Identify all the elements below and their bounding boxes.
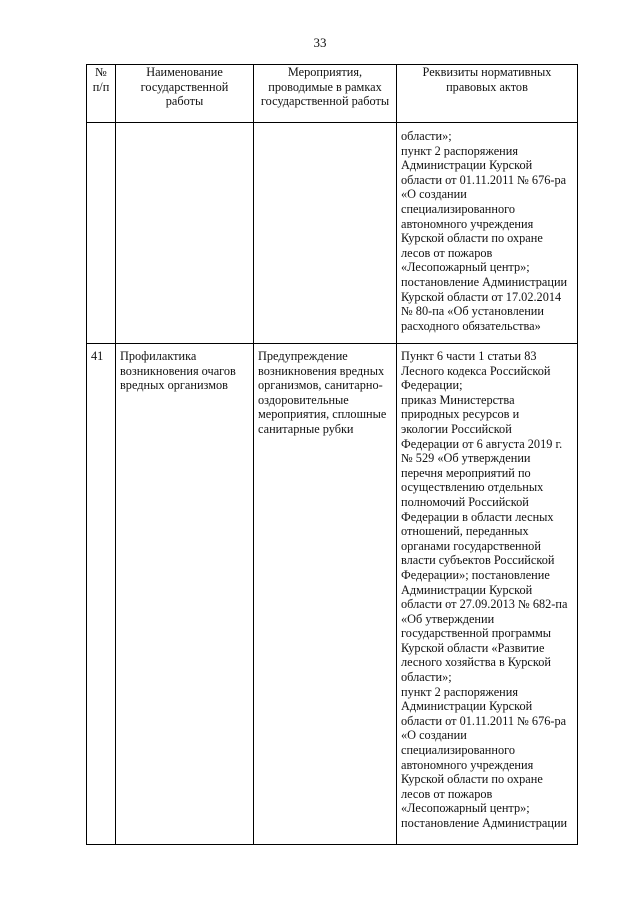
cell-legal-acts-text: Пункт 6 части 1 статьи 83 Лесного кодекса Российской Федерации; приказ Министерства природных ресурсов и экологии Российской Федерации от 6 августа 2019 г. № 529 «Об утверждении перечня мероприятий по осуществлению отдельных полномочий Российской Федерации в области лесных отношений, переданных органами государственной власти субъектов Российской Федерации»; постановление Администрации Курской области от 27.09.2013 № 682-па «Об утверждении государственной программы Курской области «Развитие лесного хозяйства в Курской области»; пункт 2 распоряжения Администрации Курской области от 01.11.2011 № 676-ра «О создании специализированного автономного учреждения Курской области по охране лесов от пожаров «Лесопожарный центр»; постановление Администрации	[401, 349, 568, 830]
header-measures-label: Мероприятия, проводимые в рамках государственной работы	[260, 65, 390, 109]
page-number: 33	[313, 35, 327, 50]
header-number-label: № п/п	[92, 65, 110, 94]
legal-acts-table	[86, 64, 578, 845]
header-work-name-label: Наименование государственной работы	[140, 65, 229, 109]
cell-number	[87, 344, 116, 845]
header-legal-acts-label: Реквизиты нормативных правовых актов	[422, 65, 552, 94]
cell-legal-acts	[397, 123, 578, 344]
table-row	[87, 123, 578, 344]
cell-work-name	[116, 344, 254, 845]
table-row	[87, 344, 578, 845]
cell-number-text	[87, 123, 115, 129]
cell-legal-acts-text: области»; пункт 2 распоряжения Администрации Курской области от 01.11.2011 № 676-ра «О создании специализированного автономного учреждения Курской области по охране лесов от пожаров «Лесопожарный центр»; постановление Администрации Курской области от 17.02.2014 № 80-па «Об установлении расходного обязательства»	[401, 129, 568, 333]
cell-measures-text: Предупреждение возникновения вредных организмов, санитарно- оздоровительные мероприятия, сплошные санитарные рубки	[258, 349, 387, 436]
cell-measures	[254, 344, 397, 845]
header-number	[87, 65, 116, 123]
cell-number-text: 41	[91, 349, 104, 363]
header-work-name	[116, 65, 254, 123]
cell-number	[87, 123, 116, 344]
cell-work-name-text: Профилактика возникновения очагов вредных организмов	[120, 349, 236, 393]
cell-work-name	[116, 123, 254, 344]
cell-measures	[254, 123, 397, 344]
header-measures	[254, 65, 397, 123]
cell-legal-acts	[397, 344, 578, 845]
table-header-row	[87, 65, 578, 123]
header-legal-acts	[397, 65, 578, 123]
cell-measures-text	[254, 123, 396, 129]
cell-work-name-text	[116, 123, 253, 129]
